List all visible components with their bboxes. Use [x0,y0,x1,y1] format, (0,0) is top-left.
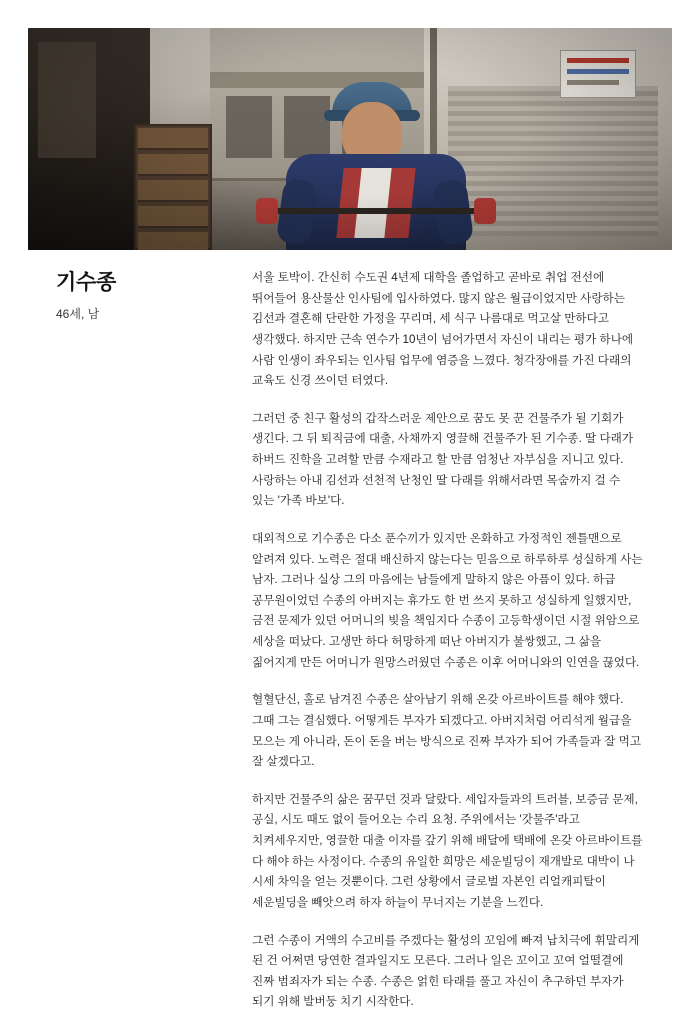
hero-photo [28,28,672,250]
description-paragraph: 그런 수종이 거액의 수고비를 주겠다는 활성의 꼬임에 빠져 납치극에 휘말리게 된 건 어쩌면 당연한 결과일지도 모른다. 그러나 일은 꼬이고 꼬여 얼떨결에 진짜 범죄자가 되는 수종. 수종은 얽힌 타래를 풀고 자신이 추구하던 부자가 되기 위해 발버둥 치기 시작한다. [252,933,640,1009]
character-info-column [56,268,248,323]
character-name: 기수종 [56,271,116,294]
description-paragraph: 서울 토박이. 간신히 수도권 4년제 대학을 졸업하고 곧바로 취업 전선에 뛰어들어 용산물산 인사팀에 입사하였다. 많지 않은 월급이었지만 사랑하는 김선과 결혼해 단란한 가정을 꾸리며, 세 식구 나름대로 먹고살 만하다고 생각했다. 하지만 근속 연수가 10년이 넘어가면서 자신이 내리는 평가 하나에 사람 인생이 좌우되는 인사팀 업무에 염증을 느꼈다. 청각장애를 가진 다래의 교육도 신경 쓰이던 터였다. [252,271,634,388]
description-paragraph: 대외적으로 기수종은 다소 푼수끼가 있지만 온화하고 가정적인 젠틀맨으로 알려져 있다. 노력은 절대 배신하지 않는다는 믿음으로 하루하루 성실하게 사는 남자. 그러나 실상 그의 마음에는 남들에게 말하지 않은 아픔이 있다. 하급 공무원이었던 수종의 아버지는 휴가도 한 번 쓰지 못하고 성실하게 일했지만, 금전 문제가 있던 어머니의 빚을 책임지다 수종이 고등학생이던 시절 위암으로 세상을 떠났다. 고생만 하다 허망하게 떠난 아버지가 불쌍했고, 그 삶을 짊어지게 만든 어머니가 원망스러웠던 수종은 이후 어머니와의 인연을 끊었다. [252,531,643,669]
description-paragraph: 혈혈단신, 홀로 남겨진 수종은 살아남기 위해 온갖 아르바이트를 해야 했다. 그때 그는 결심했다. 어떻게든 부자가 되겠다고. 아버지처럼 어리석게 월급을 모으는 게 아니라, 돈이 돈을 버는 방식으로 진짜 부자가 되어 가족들과 잘 먹고 잘 살겠다고. [252,693,642,769]
photo-vignette [28,28,672,250]
description-paragraph: 그러던 중 친구 활성의 갑작스러운 제안으로 꿈도 못 꾼 건물주가 될 기회가 생긴다. 그 뒤 퇴직금에 대출, 사채까지 영끌해 건물주가 된 기수종. 딸 다래가 하버드 진학을 고려할 만큼 수재라고 할 만큼 엄청난 자부심을 지니고 있다. 사랑하는 아내 김선과 선천적 난청인 딸 다래를 위해서라면 목숨까지 걸 수 있는 '가족 바보'다. [252,411,634,508]
profile-content [28,268,672,1013]
character-meta: 46세, 남 [56,307,100,322]
description-paragraph: 하지만 건물주의 삶은 꿈꾸던 것과 달랐다. 세입자들과의 트러블, 보증금 문제, 공실, 시도 때도 없이 들어오는 수리 요청. 주위에서는 '갓물주'라고 치켜세우지만, 영끌한 대출 이자를 갚기 위해 배달에 택배에 온갖 아르바이트를 다 해야 하는 사정이다. 수종의 유일한 희망은 세운빌딩이 재개발로 대박이 나 시세 차익을 얻는 것뿐이다. 그런 상황에서 글로벌 자본인 리얼캐피탈이 세운빌딩을 빼앗으려 하자 하늘이 무너지는 기분을 느낀다. [252,792,643,909]
character-description-column [248,268,644,1013]
